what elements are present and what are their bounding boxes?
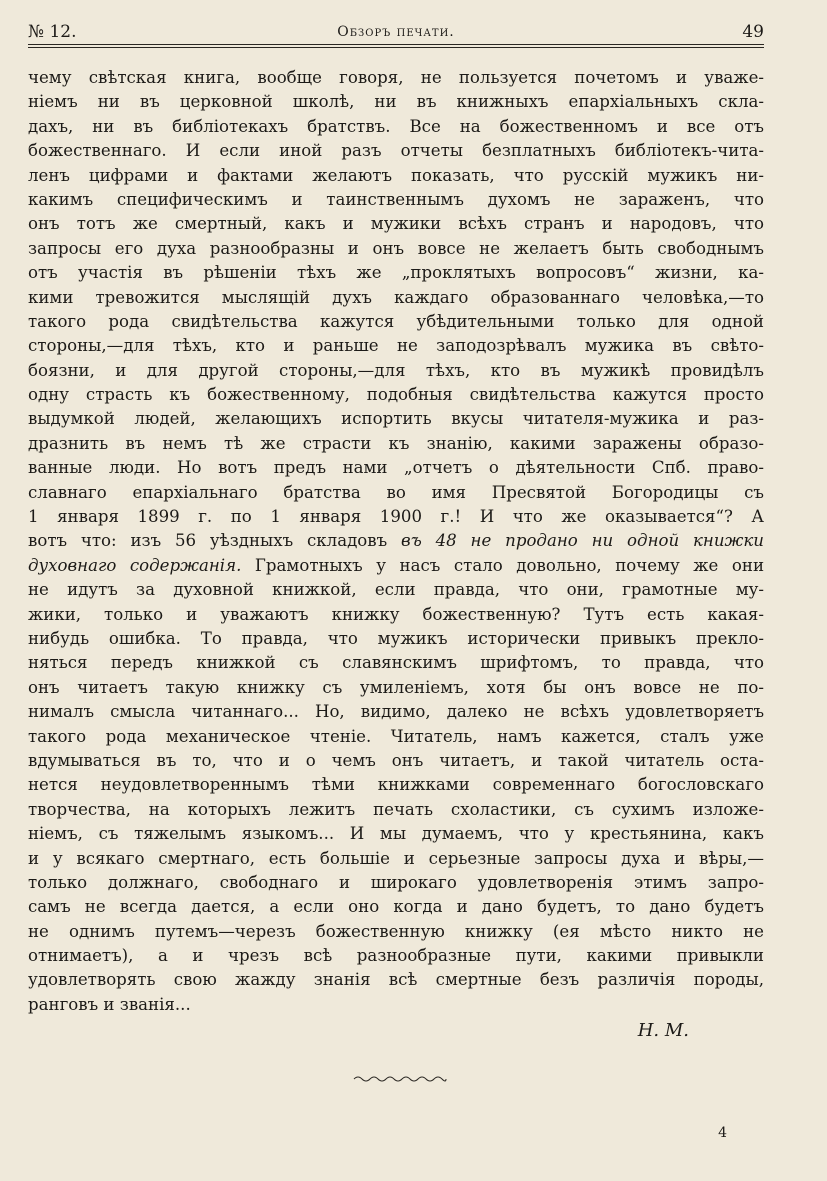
text-line: не идутъ за духовной книжкой, если правда, что они, грамотные му-: [28, 580, 764, 600]
text-run: Грамотныхъ у насъ стало довольно, почему же они: [241, 555, 764, 575]
text-line: удовлетворять свою жажду знанія всѣ смертные безъ различія породы,: [28, 970, 764, 990]
text-line: дразнить въ немъ тѣ же страсти къ знанію, какими заражены образо-: [28, 433, 764, 453]
article-body: [28, 66, 764, 1017]
page-number: 49: [742, 22, 764, 42]
text-line-last: ранговъ и званія...: [28, 994, 191, 1014]
text-line: отъ участія въ рѣшеніи тѣхъ же „проклятыхъ вопросовъ“ жизни, ка-: [28, 263, 764, 283]
text-line: няться передъ книжкой съ славянскимъ шрифтомъ, то правда, что: [28, 653, 764, 673]
text-line: только должнаго, свободнаго и широкаго удовлетворенія этимъ запро-: [28, 872, 764, 892]
text-line: ніемъ ни въ церковной школѣ, ни въ книжныхъ епархіальныхъ скла-: [28, 92, 764, 112]
author-signature: Н. М.: [637, 1020, 689, 1041]
signature-mark: 4: [718, 1125, 727, 1141]
text-line: нется неудовлетвореннымъ тѣми книжками современнаго богословскаго: [28, 775, 764, 795]
text-line: [28, 529, 764, 553]
text-line: кими тревожится мыслящій духъ каждаго образованнаго человѣка,—то: [28, 287, 764, 307]
text-run: вотъ что: изъ 56 уѣздныхъ складовъ: [28, 531, 388, 551]
header-rule: [28, 44, 764, 45]
emphasis-run: духовнаго содержанія.: [28, 555, 242, 575]
text-line: нималъ смысла читаннаго... Но, видимо, далеко не всѣхъ удовлетворяетъ: [28, 702, 764, 722]
text-line: запросы его духа разнообразны и онъ вовсе не желаетъ быть свободнымъ: [28, 238, 764, 258]
text-line: 1 января 1899 г. по 1 января 1900 г.! И что же оказывается“? А: [28, 507, 764, 527]
text-line: вдумываться въ то, что и о чемъ онъ читаетъ, и такой читатель оста-: [28, 750, 764, 770]
text-line: выдумкой людей, желающихъ испортить вкусы читателя-мужика и раз-: [28, 409, 764, 429]
text-line: онъ тотъ же смертный, какъ и мужики всѣхъ странъ и народовъ, что: [28, 214, 764, 234]
text-line: творчества, на которыхъ лежитъ печать схоластики, съ сухимъ изложе-: [28, 799, 764, 819]
text-line: божественнаго. И если иной разъ отчеты безплатныхъ библіотекъ-чита-: [28, 141, 764, 161]
text-line: такого рода механическое чтеніе. Читатель, намъ кажется, сталъ уже: [28, 726, 764, 746]
text-line: дахъ, ни въ библіотекахъ братствъ. Все на божественномъ и все отъ: [28, 116, 764, 136]
text-line: самъ не всегда дается, а если оно когда и дано будетъ, то дано будетъ: [28, 897, 764, 917]
text-line: не однимъ путемъ—черезъ божественную книжку (ея мѣсто никто не: [28, 921, 764, 941]
text-line: одну страсть къ божественному, подобныя свидѣтельства кажутся просто: [28, 385, 764, 405]
text-line: [28, 554, 764, 578]
text-line: онъ читаетъ такую книжку съ умиленіемъ, хотя бы онъ вовсе не по-: [28, 677, 764, 697]
text-line: жики, только и уважаютъ книжку божественную? Тутъ есть какая-: [28, 604, 764, 624]
text-line: чему свѣтская книга, вообще говоря, не пользуется почетомъ и уваже-: [28, 68, 764, 87]
text-line: стороны,—для тѣхъ, кто и раньше не заподозрѣвалъ мужика въ свѣто-: [28, 336, 764, 356]
text-line: славнаго епархіальнаго братства во имя Пресвятой Богородицы съ: [28, 482, 764, 502]
text-line: такого рода свидѣтельства кажутся убѣдительными только для одной: [28, 311, 764, 331]
text-line: нибудь ошибка. То правда, что мужикъ исторически привыкъ прекло-: [28, 628, 764, 648]
text-line: ленъ цифрами и фактами желаютъ показать, что русскій мужикъ ни-: [28, 165, 764, 185]
text-line: и у всякаго смертнаго, есть большіе и серьезные запросы духа и вѣры,—: [28, 848, 764, 868]
issue-number: № 12.: [28, 22, 77, 42]
text-line: ванные люди. Но вотъ предъ нами „отчетъ о дѣятельности Спб. право-: [28, 458, 764, 478]
header-rule-double: [28, 47, 764, 48]
section-title: Обзоръ печати.: [337, 24, 455, 40]
text-line: боязни, и для другой стороны,—для тѣхъ, кто въ мужикѣ провидѣлъ: [28, 360, 764, 380]
text-line: какимъ специфическимъ и таинственнымъ духомъ не зараженъ, что: [28, 189, 764, 209]
text-line: ніемъ, съ тяжелымъ языкомъ... И мы думаемъ, что у крестьянина, какъ: [28, 824, 764, 844]
emphasis-run: въ 48 не продано ни одной книжки: [401, 531, 764, 551]
text-line: отнимаетъ), а и чрезъ всѣ разнообразные пути, какими привыкли: [28, 946, 764, 966]
wavy-divider-ornament: [352, 1074, 448, 1084]
